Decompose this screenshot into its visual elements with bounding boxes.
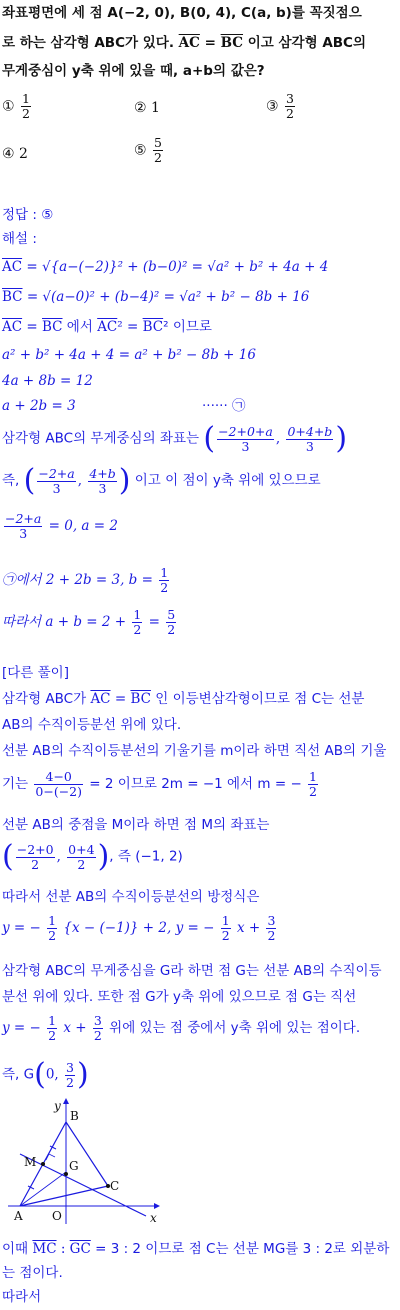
label-y: y bbox=[54, 1099, 61, 1113]
alt-line-13: 이때 $\overline{MC}$ : $\overline{GC} = 3$ : 2 이므로 점 C는 선분 MG를 3 : 2로 외분하 bbox=[2, 1241, 390, 1257]
bc-length-line: $\overline{BC} = √(a-0)^2 + (b-4)^2 = √a^2 + b^2 - 8b + 16$ bbox=[2, 289, 310, 305]
alt-line-3: 선분 AB의 수직이등분선의 기울기를 m이라 하면 직선 AB의 기울 bbox=[2, 743, 387, 759]
substitute-line: ㉠에서 2 + 2b = 3, b = $\frac{1}{2}$ bbox=[2, 565, 169, 595]
equation-3-tag: ······ ㉠ bbox=[202, 398, 246, 414]
equation-1: a² + b² + 4a + 4 = a² + b² − 8b + 16 bbox=[2, 347, 256, 363]
alt-line-7: 따라서 선분 AB의 수직이등분선의 방정식은 bbox=[2, 889, 260, 905]
y-axis-arrow bbox=[63, 1098, 69, 1104]
equation-2: 4a + 8b = 12 bbox=[2, 373, 93, 389]
step-line: 즉, ( $\frac{-2+a}{3}$ , $\frac{4+b}{3}$ ) 이고 이 점이 y축 위에 있으므로 bbox=[2, 463, 321, 498]
label-o: O bbox=[52, 1209, 62, 1223]
option-3: ③ $\frac{3}{2}$ bbox=[266, 91, 294, 121]
point-m bbox=[41, 1162, 45, 1166]
triangle-figure bbox=[6, 1098, 176, 1228]
segment-bc bbox=[66, 1122, 108, 1186]
alt-line-12: 즉, G(0, $\frac{3}{2}$ ) bbox=[2, 1057, 89, 1092]
alt-line-2: AB의 수직이등분선 위에 있다. bbox=[2, 717, 182, 733]
label-x: x bbox=[150, 1211, 157, 1225]
label-m: M bbox=[24, 1155, 37, 1169]
answer-line: 정답 : ⑤ bbox=[2, 207, 54, 223]
alt-line-8: y = − $\frac{1}{2}$ {x − (−1)} + 2, y = − $\frac{1}{2}$ x + $\frac{3}{2}$ bbox=[2, 913, 276, 943]
problem-line-1: 좌표평면에 세 점 A(−2, 0), B(0, 4), C(a, b)를 꼭짓점으 bbox=[2, 5, 362, 21]
label-g: G bbox=[69, 1159, 79, 1173]
option-4: ④ 2 bbox=[2, 146, 28, 162]
alt-line-9: 삼각형 ABC의 무게중심을 G라 하면 점 G는 선분 AB의 수직이등 bbox=[2, 963, 382, 979]
alt-line-1: 삼각형 ABC가 $\overline{AC} = \overline{BC}$ 인 이등변삼각형이므로 점 C는 선분 bbox=[2, 691, 365, 707]
x-axis-arrow bbox=[154, 1203, 160, 1209]
problem-line-2: 로 하는 삼각형 ABC가 있다. $\overline{AC} = \overline{BC}$ 이고 삼각형 ABC의 bbox=[2, 35, 367, 51]
label-a: A bbox=[14, 1209, 23, 1223]
option-1: ① $\frac{1}{2}$ bbox=[2, 91, 30, 121]
equal-sides-line: $\overline{AC} = \overline{BC}$ 에서 $\overline{AC}^2 = \overline{BC}^2$ 이므로 bbox=[2, 319, 212, 335]
option-2: ② 1 bbox=[134, 100, 160, 116]
zero-line: $\frac{-2+a}{3}$ = 0, a = 2 bbox=[5, 511, 118, 541]
alt-line-10: 분선 위에 있다. 또한 점 G가 y축 위에 있으므로 점 G는 직선 bbox=[2, 989, 357, 1005]
alt-line-14: 는 점이다. bbox=[2, 1265, 63, 1281]
problem-line-3: 무게중심이 y축 위에 있을 때, a+b의 값은? bbox=[2, 63, 265, 79]
option-5: ⑤ $\frac{5}{2}$ bbox=[134, 135, 162, 165]
label-b: B bbox=[70, 1109, 79, 1123]
alt-line-15: 따라서 bbox=[2, 1289, 42, 1305]
alt-title: [다른 풀이] bbox=[2, 665, 69, 681]
centroid-line: 삼각형 ABC의 무게중심의 좌표는 ( $\frac{-2+0+a}{3}$ , $\frac{0+4+b}{3}$ ) bbox=[2, 421, 348, 456]
point-g bbox=[64, 1172, 68, 1176]
equation-3: a + 2b = 3 bbox=[2, 398, 76, 414]
label-c: C bbox=[110, 1179, 120, 1193]
alt-line-5: 선분 AB의 중점을 M이라 하면 점 M의 좌표는 bbox=[2, 817, 270, 833]
ac-length-line: $\overline{AC} = √\{a-(-2)\}^2 + (b-0)^2 = √a^2 + b^2 + 4a + 4$ bbox=[2, 259, 329, 275]
final-answer-line: 따라서 a + b = 2 + $\frac{1}{2}$ = $\frac{5}{2}$ bbox=[2, 607, 176, 637]
alt-line-11: y = − $\frac{1}{2}$ x + $\frac{3}{2}$ 위에 있는 점 중에서 y축 위에 있는 점이다. bbox=[2, 1013, 361, 1043]
solution-heading: 해설 : bbox=[2, 231, 37, 247]
alt-line-6: ( $\frac{-2+0}{2}$ , $\frac{0+4}{2}$ ), 즉 (−1, 2) bbox=[2, 839, 183, 874]
alt-line-4: 기는 $\frac{4-0}{0-(-2)}$ = 2 이므로 2m = −1 에서 m = − $\frac{1}{2}$ bbox=[2, 769, 317, 799]
perpendicular-bisector bbox=[20, 1154, 146, 1216]
